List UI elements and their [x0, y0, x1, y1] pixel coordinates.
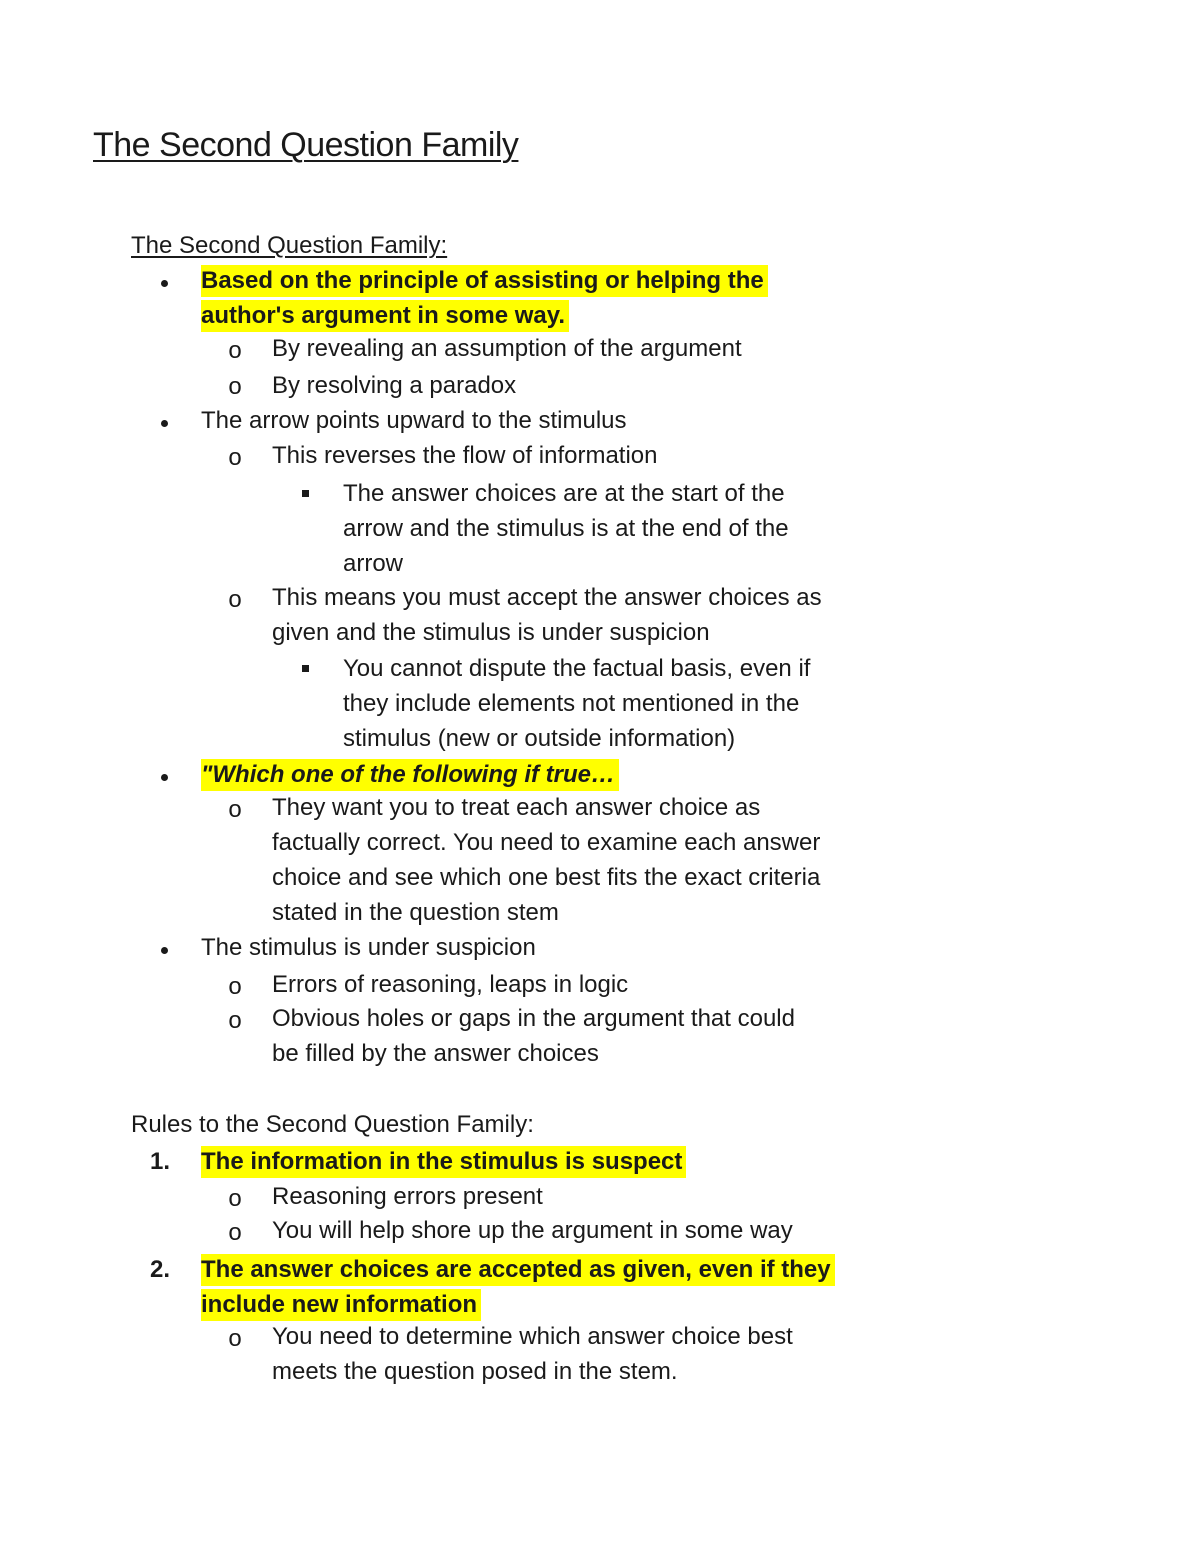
circle-bullet-icon: o — [228, 337, 242, 364]
list-item-text: Obvious holes or gaps in the argument that could — [272, 1005, 795, 1032]
list-item-text: Errors of reasoning, leaps in logic — [272, 971, 629, 998]
rule-number: 1. — [150, 1148, 171, 1175]
list-item-text: choice and see which one best fits the exact criteria — [272, 864, 821, 891]
rule-number: 2. — [150, 1256, 171, 1283]
circle-bullet-icon: o — [228, 444, 242, 471]
list-item-text: By revealing an assumption of the argument — [272, 335, 742, 362]
circle-bullet-icon: o — [228, 796, 242, 823]
bullet-icon — [161, 774, 168, 781]
circle-bullet-icon: o — [228, 373, 242, 400]
list-item-text: By resolving a paradox — [272, 372, 517, 399]
circle-bullet-icon: o — [228, 1185, 242, 1212]
list-item-text: stimulus (new or outside information) — [343, 725, 736, 752]
bullet-icon — [161, 280, 168, 287]
page-title: The Second Question Family — [93, 126, 519, 164]
bullet-icon — [161, 947, 168, 954]
highlighted-text: Based on the principle of assisting or helping the — [201, 265, 768, 297]
list-item-text: You cannot dispute the factual basis, even if — [343, 655, 811, 682]
highlighted-text: The answer choices are accepted as given, even if they — [201, 1254, 835, 1286]
highlighted-text: "Which one of the following if true… — [201, 759, 619, 791]
bullet-icon — [161, 420, 168, 427]
list-item-text: The stimulus is under suspicion — [201, 934, 536, 961]
highlighted-text: include new information — [201, 1289, 481, 1321]
circle-bullet-icon: o — [228, 1325, 242, 1352]
list-item-text: This reverses the flow of information — [272, 442, 658, 469]
list-item-text: be filled by the answer choices — [272, 1040, 599, 1067]
square-bullet-icon — [302, 665, 309, 672]
list-item-text: The answer choices are at the start of the — [343, 480, 785, 507]
list-item-text: meets the question posed in the stem. — [272, 1358, 678, 1385]
highlighted-text: The information in the stimulus is suspect — [201, 1146, 686, 1178]
list-item-text: You will help shore up the argument in some way — [272, 1217, 793, 1244]
circle-bullet-icon: o — [228, 973, 242, 1000]
list-item-text: they include elements not mentioned in the — [343, 690, 800, 717]
list-item-text: This means you must accept the answer choices as — [272, 584, 822, 611]
list-item-text: given and the stimulus is under suspicion — [272, 619, 710, 646]
list-item-text: Reasoning errors present — [272, 1183, 543, 1210]
list-item-text: The arrow points upward to the stimulus — [201, 407, 627, 434]
list-item-text: arrow and the stimulus is at the end of the — [343, 515, 789, 542]
square-bullet-icon — [302, 490, 309, 497]
list-item-text: They want you to treat each answer choice as — [272, 794, 761, 821]
section-heading: The Second Question Family: — [131, 232, 448, 259]
list-item-text: arrow — [343, 550, 404, 577]
list-item-text: stated in the question stem — [272, 899, 559, 926]
highlighted-text: author's argument in some way. — [201, 300, 569, 332]
circle-bullet-icon: o — [228, 1219, 242, 1246]
circle-bullet-icon: o — [228, 1007, 242, 1034]
list-item-text: factually correct. You need to examine each answer — [272, 829, 821, 856]
circle-bullet-icon: o — [228, 586, 242, 613]
rules-heading: Rules to the Second Question Family: — [131, 1111, 534, 1138]
list-item-text: You need to determine which answer choice best — [272, 1323, 793, 1350]
